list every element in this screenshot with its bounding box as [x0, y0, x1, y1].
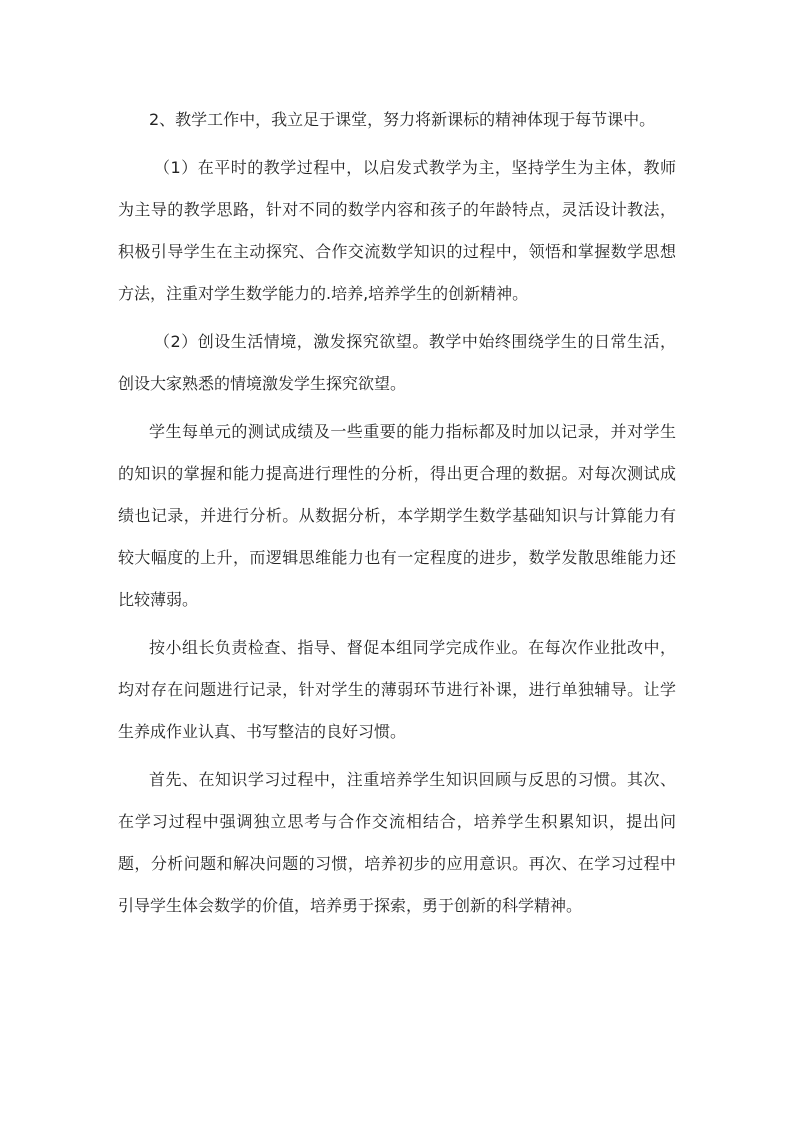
paragraph-teaching-work: 2、教学工作中，我立足于课堂，努力将新课标的精神体现于每节课中。 [149, 110, 656, 129]
paragraph-learning-habits: 首先、在知识学习过程中，注重培养学生知识回顾与反思的习惯。其次、在学习过程中强调独立思考与合作交流相结合，培养学生积累知识，提出问题，分析问题和解决问题的习惯，培养初步的应用意识。再次、在学习过程中引导学生体会数学的价值，培养勇于探索，勇于创新的科学精神。 [118, 770, 676, 915]
paragraph-life-situations: （2）创设生活情境，激发探究欲望。教学中始终围绕学生的日常生活，创设大家熟悉的情境激发学生探究欲望。 [118, 332, 676, 393]
paragraph-heuristic-teaching: （1）在平时的教学过程中，以启发式教学为主，坚持学生为主体，教师为主导的教学思路，针对不同的数学内容和孩子的年龄特点，灵活设计教法，积极引导学生在主动探究、合作交流数学知识的过程中，领悟和掌握数学思想方法，注重对学生数学能力的.培养,培养学生的创新精神。 [118, 158, 676, 303]
document-body [118, 99, 676, 933]
paragraph-test-records: 学生每单元的测试成绩及一些重要的能力指标都及时加以记录，并对学生的知识的掌握和能力提高进行理性的分析，得出更合理的数据。对每次测试成绩也记录，并进行分析。从数据分析，本学期学生数学基础知识与计算能力有较大幅度的上升，而逻辑思维能力也有一定程度的进步，数学发散思维能力还比较薄弱。 [118, 422, 676, 609]
paragraph-homework-check: 按小组长负责检查、指导、督促本组同学完成作业。在每次作业批改中，均对存在问题进行记录，针对学生的薄弱环节进行补课，进行单独辅导。让学生养成作业认真、书写整洁的良好习惯。 [118, 638, 676, 741]
